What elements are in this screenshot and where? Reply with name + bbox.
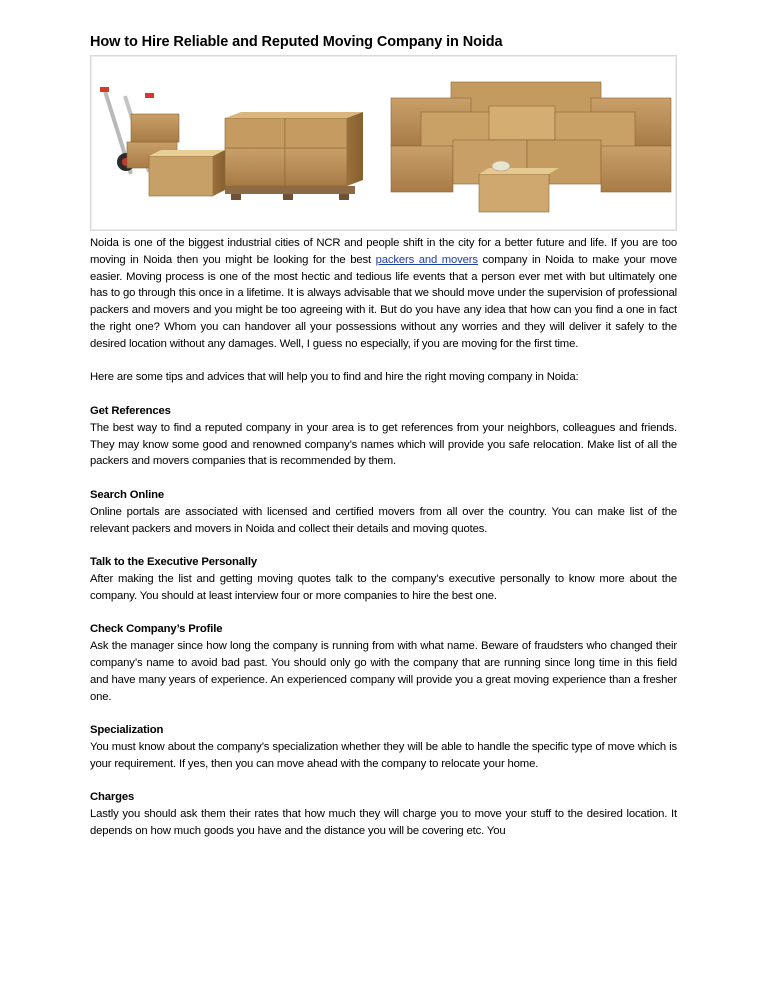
page-title: How to Hire Reliable and Reputed Moving Company in Noida xyxy=(90,34,503,50)
packers-and-movers-link[interactable]: packers and movers xyxy=(375,253,478,266)
hero-image xyxy=(90,55,677,231)
section-body: Ask the manager since how long the company is running from with what name. Beware of fraudsters who changed their company’s name to avoid bad past. You should only go with the company that are running since long time in this field and have many years of experience. An experienced company will provide you a great moving experience than a fresher one. xyxy=(90,640,677,703)
hand-truck-icon xyxy=(100,87,225,196)
section-body: After making the list and getting moving quotes talk to the company’s executive personally to know more about the company. You should at least interview four or more companies to hire the best one. xyxy=(90,572,677,602)
section-heading: Get References xyxy=(90,404,171,417)
pallet-boxes-icon xyxy=(225,112,363,200)
section-heading: Specialization xyxy=(90,724,164,737)
section-heading: Check Company’s Profile xyxy=(90,623,223,636)
section-heading: Talk to the Executive Personally xyxy=(90,556,258,569)
section-body: You must know about the company’s specialization whether they will be able to handle the specific type of move which is your requirement. If yes, then you can move ahead with the company to relocate your home. xyxy=(90,740,677,770)
intro-paragraph xyxy=(90,235,677,353)
box-stack-icon xyxy=(391,82,671,212)
tips-intro: Here are some tips and advices that will help you to find and hire the right moving company in Noida: xyxy=(90,371,579,384)
section-body: Lastly you should ask them their rates that how much they will charge you to move your stuff to the desired location. It depends on how much goods you have and the distance you will be covering etc. You xyxy=(90,808,677,837)
section-body: Online portals are associated with licensed and certified movers from all over the country. You can make list of the relevant packers and movers in Noida and collect their details and moving quotes. xyxy=(90,505,677,535)
intro-text-end: company in Noida to make your move easier. Moving process is one of the most hectic and tedious life events that a person ever met with but ultimately one has to go through this once in a lifetime. It is always advisable that we should move under the supervision of professional packers and movers and you might be too agreeing with it. But do you have any idea that how can you find a one in fact the right one? Whom you can handover all your possessions without any worries and they will deliver it safely to the desired location without any damages. Well, I guess no especially, if you are moving for the first time. xyxy=(90,253,677,350)
section-heading: Search Online xyxy=(90,488,165,501)
section-heading: Charges xyxy=(90,791,135,804)
moving-boxes-illustration xyxy=(91,56,677,231)
section-body: The best way to find a reputed company in your area is to get references from your neighbors, colleagues and friends. They may know some good and renowned company’s names which will provide you safe relocation. Make list of all the packers and movers companies that is recommended by them. xyxy=(90,421,677,468)
intro-text-start: Noida is one of the biggest industrial cities of NCR and people shift in the city for a better future and life. If you are too moving in Noida then you might be looking for the best xyxy=(90,237,677,266)
document-page xyxy=(90,32,677,840)
